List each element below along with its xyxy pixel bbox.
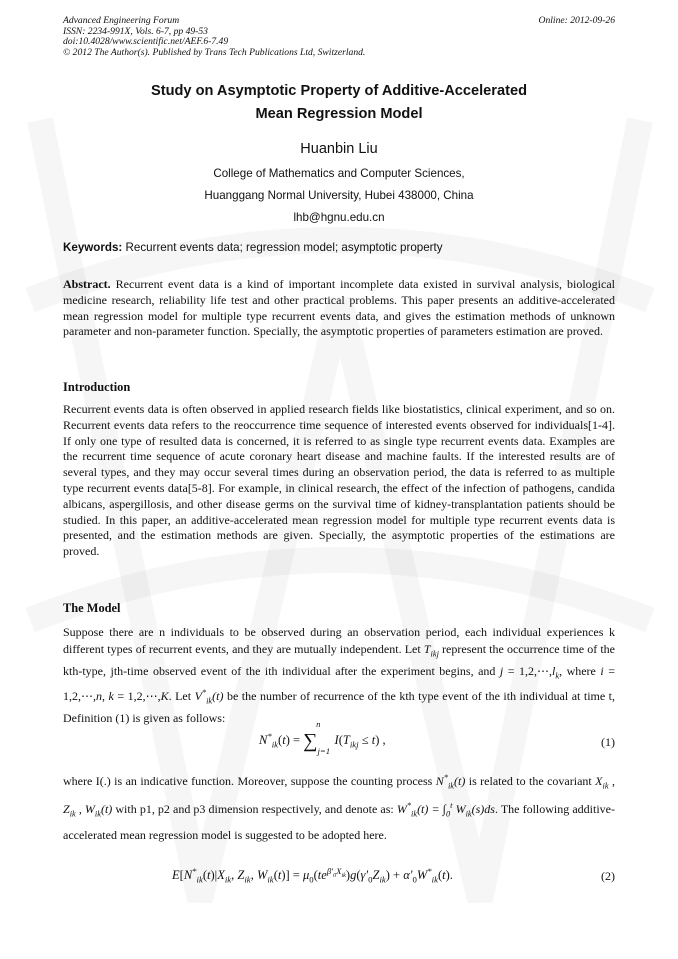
model-heading: The Model: [63, 601, 121, 615]
model-paragraph-1: Suppose there are n individuals to be observed during an observation period, each individual experiences k different types of recurrent events, and they are mutually independent. Let $T_{ikj}$ represent the occurrence time of the kth-type, jth-time observed event of the ith individual after the experiment begins, and $j = 1,2,\cdots,l_k$, where i = 1,2,⋯,n, k = 1,2,⋯,K. Let $V^*_{ik}(t)$ be the number of recurrence of the kth type event of the ith individual at time t, Definition (1) is given as follows:: [63, 625, 616, 725]
equation-1-number: (1): [601, 735, 615, 749]
equation-2: $E[N^*_{ik}(t)|X_{ik}$, $Z_{ik}$, $W_{ik}(t)] = \mu_0(te^{\beta'_0X_{ik}})g(\gamma'_0Z_{ik}) + \alpha'_0W^*_{ik}(t)$.: [172, 866, 453, 885]
keywords-label: Keywords:: [63, 241, 123, 254]
math-i-range: i: [600, 663, 604, 678]
issn-line: ISSN: 2234-991X, Vols. 6-7, pp 49-53: [63, 25, 208, 37]
intro-heading: Introduction: [63, 380, 131, 394]
equation-2-number: (2): [601, 869, 615, 883]
math-w-star: $W^*_{ik}(t) = \int_0^t$ $W_{ik}(s)ds$: [396, 801, 495, 819]
doi-line: doi:10.4028/www.scientific.net/AEF.6-7.49: [63, 36, 229, 48]
math-t-ikj: $T_{ikj}$: [423, 641, 439, 658]
keywords-text: Recurrent events data; regression model; asymptotic property: [125, 241, 443, 254]
affiliation-line-1: College of Mathematics and Computer Sciences,: [213, 167, 465, 180]
math-n-ik: $N^*_{ik}(t)$: [435, 773, 466, 791]
abstract-paragraph: [63, 277, 615, 340]
keywords-line: [63, 241, 615, 254]
copyright-line: © 2012 The Author(s). Published by Trans Tech Publications Ltd, Switzerland.: [63, 46, 366, 58]
math-covariates: $X_{ik}$ , $Z_{ik}$ , $W_{ik}(t)$: [63, 774, 615, 819]
affiliation-line-2: Huanggang Normal University, Hubei 438000, China: [204, 189, 474, 202]
model-paragraph-2: where I(.) is an indicative function. Moreover, suppose the counting process $N^*_{ik}(t)$ is related to the covariant $X_{ik}$ , $Z_{ik}$ , $W_{ik}(t)$ with p1, p2 and p3 dimension respectively, and denote as: $W^*_{ik}(t) = \int_0^t$ $W_{ik}(s)ds$. The following additive-accelerated mean regression model is suggested to be adopted here.: [63, 773, 616, 842]
title-line-2: Mean Regression Model: [255, 106, 423, 122]
math-j-range: j: [499, 663, 504, 678]
journal-header: [63, 16, 615, 58]
abstract-text: Recurrent event data is a kind of important incomplete data existed in survival analysis, biological medicine research, reliability life test and other practical problems. This paper presents an additive-accelerated mean regression model for multiple type recurrent events data, and gives the estimation methods of unknown parameter and non-parameter function. Specially, the asymptotic properties of parameters estimation are proved.: [63, 277, 615, 339]
math-v-ik: $V^*_{ik}(t)$: [194, 687, 224, 705]
author-name: Huanbin Liu: [300, 141, 378, 157]
author-email: lhb@hgnu.edu.cn: [293, 211, 385, 224]
equation-1: $N^*_{ik}(t) = \sum_{j=1}^nI(T_{ikj} \le t)$ ,: [259, 718, 386, 756]
affiliation-block: [63, 163, 615, 229]
intro-paragraph: Recurrent events data is often observed in applied research fields like biostatistics, clinical experiment, and so on. Recurrent events data refers to the reoccurrence time sequence of interested events observed for individuals[1-4]. If only one type of resulted data is concerned, it is referred to as single type recurrent events data. Examples are the recurrent time sequence of acute coronary heart disease and machine faults. If the interested results are of several types, and they may occur several times during an observation period, the data is referred to as multiple type recurrent events data[5-8]. For example, in clinical research, the effect of the infection of pathogens, candida albicans, aspergillosis, and other disease germs on the survival time of kidney-transplantation patients should be studied. In this paper, an additive-accelerated mean regression model for multiple type recurrent events data is presented, and the estimation methods are given. Specially, the asymptotic properties of the estimations are proved.: [63, 402, 615, 559]
abstract-label: Abstract.: [63, 277, 111, 291]
title-line-1: Study on Asymptotic Property of Additive-Accelerated: [151, 83, 527, 99]
journal-name: Advanced Engineering Forum: [63, 15, 180, 26]
paper-title: [63, 80, 615, 126]
online-date: Online: 2012-09-26: [538, 15, 615, 26]
